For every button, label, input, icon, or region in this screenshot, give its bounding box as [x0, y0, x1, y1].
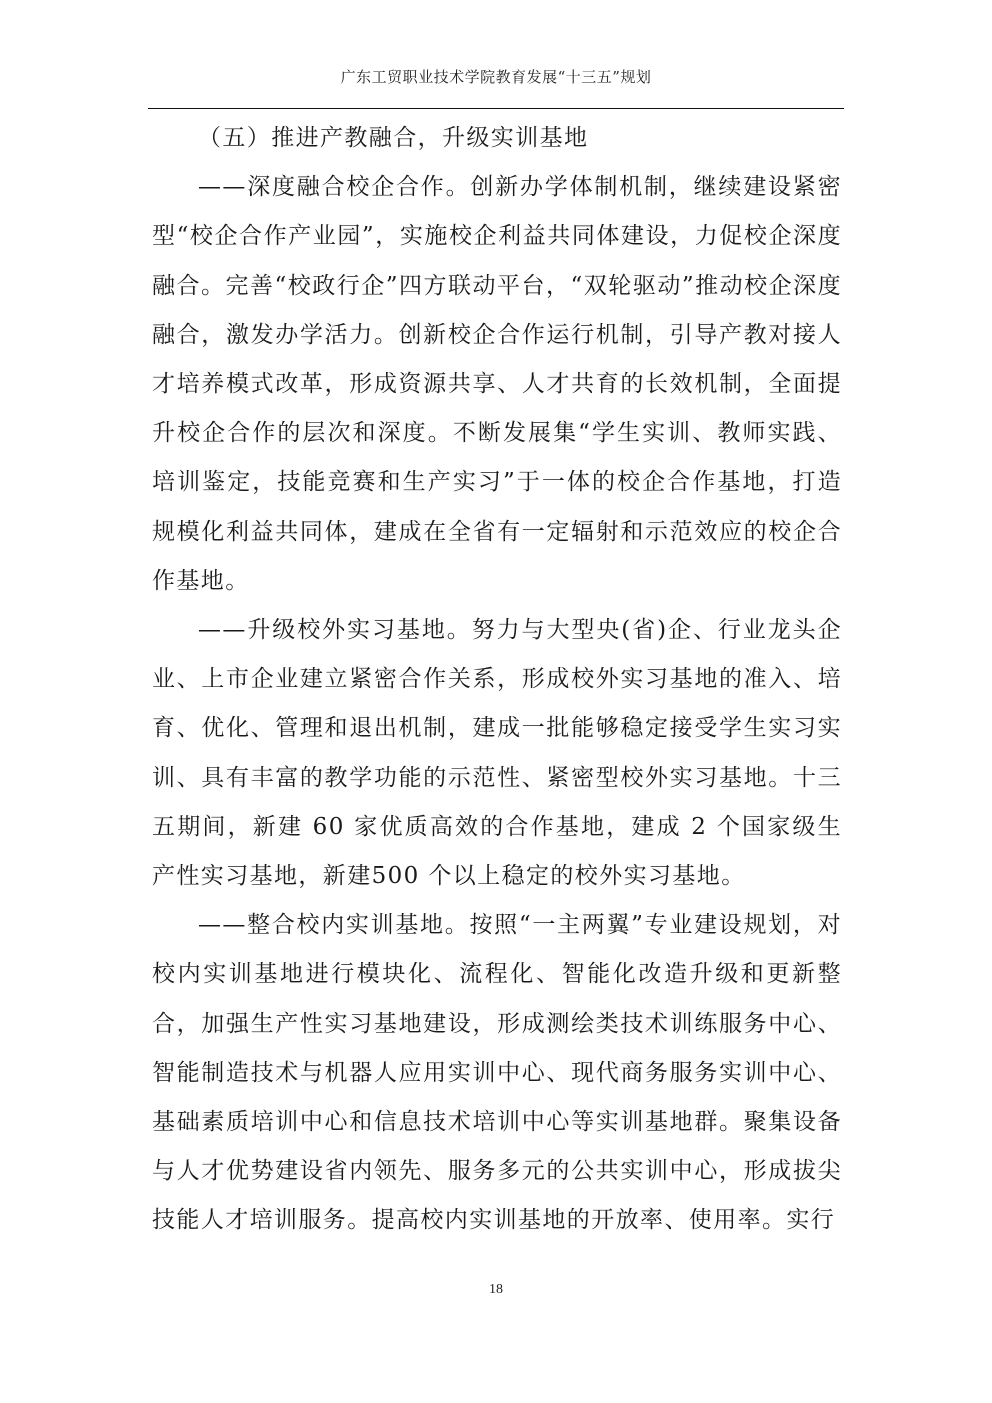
running-header: 广东工贸职业技术学院教育发展“十三五”规划	[340, 68, 652, 86]
page-number: 18	[489, 1282, 503, 1297]
page-body	[152, 114, 842, 1246]
section-heading: （五）推进产教融合，升级实训基地	[198, 125, 589, 151]
paragraph-school-enterprise-cooperation: ——深度融合校企合作。创新办学体制机制，继续建设紧密型“校企合作产业园”，实施校企利益共同体建设，力促校企深度融合。完善“校政行企”四方联动平台，“双轮驱动”推动校企深度融合，激发办学活力。创新校企合作运行机制，引导产教对接人才培养模式改革，形成资源共享、人才共育的长效机制，全面提升校企合作的层次和深度。不断发展集“学生实训、教师实践、培训鉴定，技能竞赛和生产实习”于一体的校企合作基地，打造规模化利益共同体，建成在全省有一定辐射和示范效应的校企合作基地。	[152, 174, 842, 594]
paragraph-internal-training-bases: ——整合校内实训基地。按照“一主两翼”专业建设规划，对校内实训基地进行模块化、流程化、智能化改造升级和更新整合，加强生产性实习基地建设，形成测绘类技术训练服务中心、智能制造技术与机器人应用实训中心、现代商务服务实训中心、基础素质培训中心和信息技术培训中心等实训基地群。聚集设备与人才优势建设省内领先、服务多元的公共实训中心，形成拔尖技能人才培训服务。提高校内实训基地的开放率、使用率。实行	[152, 912, 842, 1234]
paragraph-external-practice-bases: ——升级校外实习基地。努力与大型央(省)企、行业龙头企业、上市企业建立紧密合作关系，形成校外实习基地的准入、培育、优化、管理和退出机制，建成一批能够稳定接受学生实习实训、具有丰富的教学功能的示范性、紧密型校外实习基地。十三五期间，新建 60 家优质高效的合作基地，建成 2 个国家级生产性实习基地，新建500 个以上稳定的校外实习基地。	[152, 617, 842, 890]
header-rule	[148, 108, 844, 109]
